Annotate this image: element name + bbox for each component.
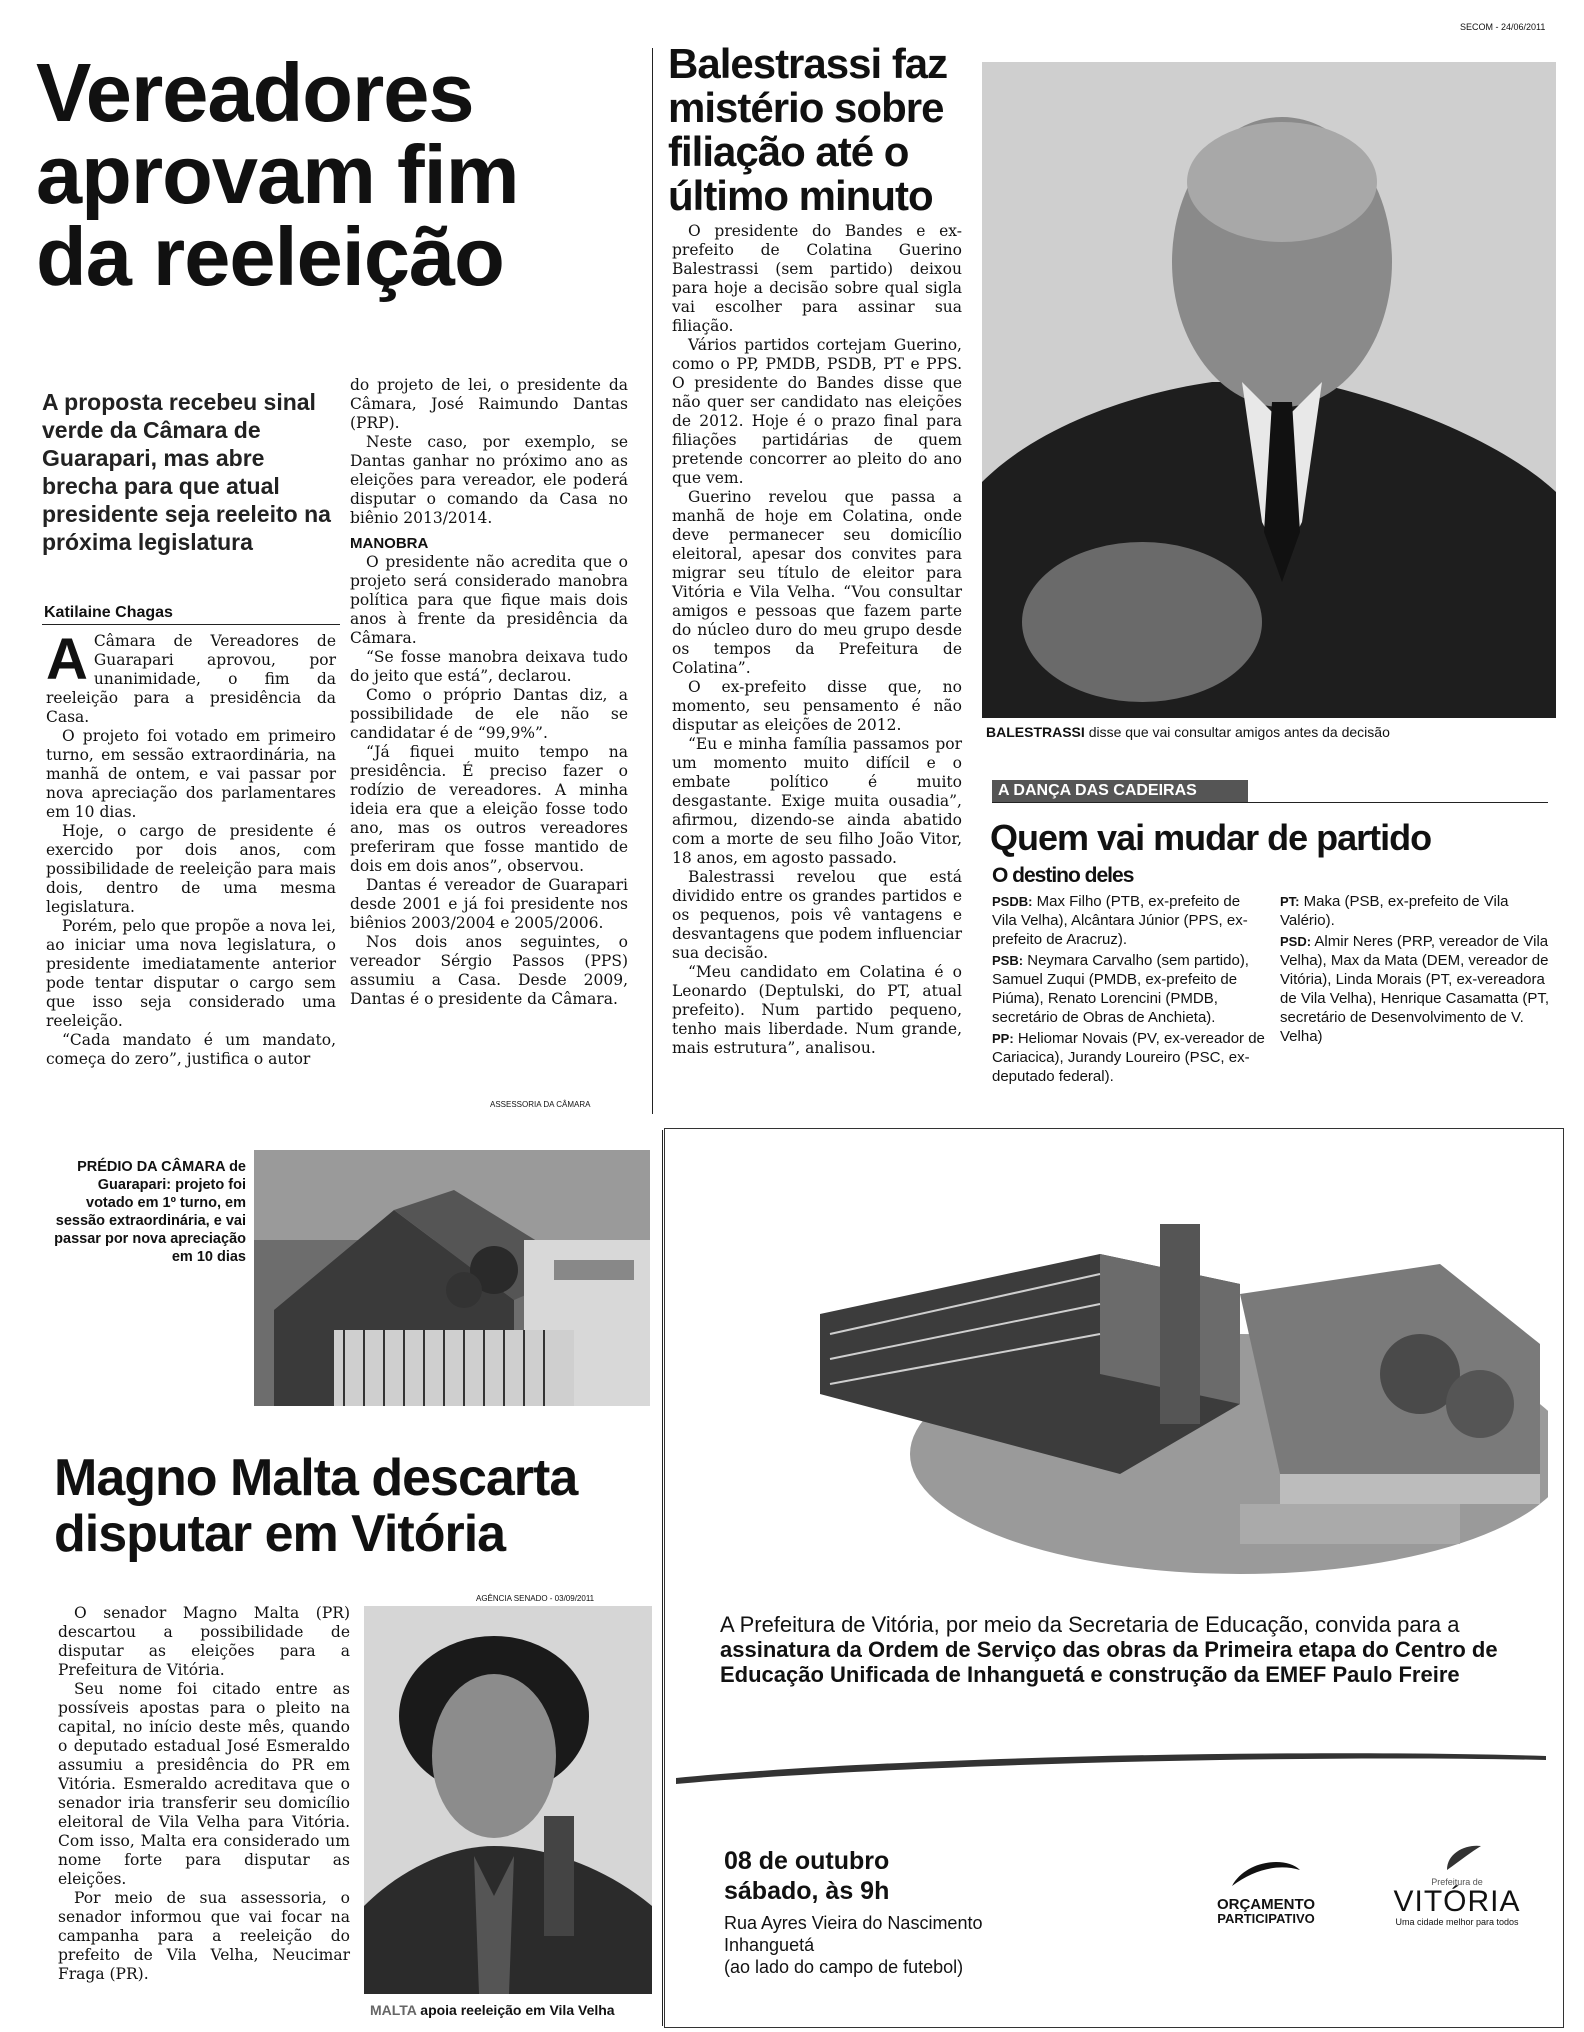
list-item: PSD: Almir Neres (PRP, vereador de Vila Velha), Max da Mata (DEM, vereador de Vitória), Linda Morais (PT, ex-vereadora de Vila Velha), Henrique Casamatta (PT, secretário de Desenvolvimento de V. Velha) (1280, 933, 1550, 1045)
event-time: sábado, às 9h (724, 1877, 890, 1905)
address-line: Inhanguetá (724, 1935, 815, 1955)
photo-caption: PRÉDIO DA CÂMARA de Guarapari: projeto foi votado em 1º turno, em sessão extraordinária, e vai passar por nova apreciação em 10 dias (54, 1159, 246, 1265)
ad-swoosh (676, 1748, 1546, 1784)
box-headline: Quem vai mudar de partido (990, 817, 1432, 858)
box-subhead: O destino deles (992, 864, 1134, 887)
story1-para: Dantas é vereador de Guarapari desde 2001 e já foi presidente nos biênios 2003/2004 e 2005/2006. (350, 876, 628, 932)
story2-photo-caption (986, 724, 1546, 740)
story2-para: Vários partidos cortejam Guerino, como o PP, PMDB, PSDB, PT e PPS. O presidente do Bandes disse que não quer ser candidato nas eleições de 2012. Hoje é o prazo final para filiações partidárias de quem pretende concorrer ao pleito do ano que vem. (672, 336, 962, 487)
box-kicker: A DANÇA DAS CADEIRAS (992, 780, 1248, 802)
story1-deck: A proposta recebeu sinal verde da Câmara de Guarapari, mas abre brecha para que atual presidente seja reeleito na próxima legislatura (42, 389, 331, 555)
ad-intro: A Prefeitura de Vitória, por meio da Secretaria de Educação, convida para a (720, 1612, 1460, 1637)
photo-credit: ASSESSORIA DA CÂMARA (490, 1100, 591, 1109)
story1-para: O projeto foi votado em primeiro turno, em sessão extraordinária, na manhã de ontem, e vai passar por nova apreciação dos parlamentares em 10 dias. (46, 727, 336, 821)
story1-para: Neste caso, por exemplo, se Dantas ganhar no próximo ano as eleições para vereador, ele poderá disputar o comando da Casa no biênio 2013/2014. (350, 433, 628, 527)
list-item: PT: Maka (PSB, ex-prefeito de Vila Valério). (1280, 893, 1509, 929)
story1-byline: Katilaine Chagas (44, 604, 173, 621)
caption-name: MALTA (370, 2002, 417, 2018)
event-date: 08 de outubro (724, 1847, 890, 1875)
story3-para: O senador Magno Malta (PR) descartou a possibilidade de disputar as eleições para a Prefeitura de Vitória. (58, 1604, 350, 1679)
orcamento-icon (1226, 1856, 1306, 1892)
photo-credit: AGÊNCIA SENADO - 03/09/2011 (476, 1594, 595, 1603)
address-line: (ao lado do campo de futebol) (724, 1957, 964, 1977)
story2-headline: Balestrassi faz mistério sobre filiação até o último minuto (668, 40, 948, 219)
caption-text: apoia reeleição em Vila Velha (420, 2002, 615, 2018)
story1-para: “Se fosse manobra deixava tudo do jeito que está”, declarou. (350, 648, 628, 685)
date-stamp: SECOM - 24/06/2011 (1460, 22, 1546, 32)
story1-headline: Vereadores aprovam fim da reeleição (36, 46, 519, 303)
vitoria-leaf-icon (1427, 1842, 1487, 1872)
story2-para: “Eu e minha família passamos por um momento muito difícil e o embate político é muito desgastante. Exige muita ousadia”, afirmou, dizendo-se ainda abatido com a morte de seu filho João Vitor, 18 anos, em agosto passado. (672, 735, 962, 867)
list-item: PSB: Neymara Carvalho (sem partido), Samuel Zuqui (PMDB, ex-prefeito de Piúma), Renato Lorencini (PMDB, secretário de Obras de Anchieta). (992, 952, 1249, 1026)
story1-para: Porém, pelo que propõe a nova lei, ao iniciar uma nova legislatura, o presidente imediatamente anterior pode tentar disputar o cargo sem que isso seja considerado uma reeleição. (46, 917, 336, 1030)
story1-para: Como o próprio Dantas diz, a possibilidade de ele não se candidatar é de “99,9%”. (350, 686, 628, 742)
address-line: Rua Ayres Vieira do Nascimento (724, 1913, 983, 1933)
dropcap: A (46, 627, 88, 692)
story3-column (58, 1604, 350, 1984)
list-item: PP: Heliomar Novais (PV, ex-vereador de Cariacica), Jurandy Loureiro (PSC, ex-deputado federal). (992, 1030, 1265, 1085)
ad-text (720, 1612, 1540, 1687)
ad-bold: assinatura da Ordem de Serviço das obras da Primeira etapa do Centro de Educação Unificada de Inhanguetá e construção da EMEF Paulo Freire (720, 1637, 1498, 1687)
box-list-right (1280, 892, 1550, 1048)
balestrassi-photo (982, 62, 1556, 718)
vitoria-logo: Prefeitura de VITÓRIA Uma cidade melhor para todos (1372, 1842, 1542, 1927)
story2-para: Guerino revelou que passa a manhã de hoje em Colatina, onde deve permanecer seu domicílio eleitoral, apesar dos convites para migrar seu título de eleitor para Vitória e Vila Velha. “Vou consultar amigos e pessoas que fazem parte do núcleo duro do meu grupo desde os tempos da Prefeitura de Colatina”. (672, 488, 962, 677)
story2-column (672, 222, 962, 1058)
story1-para: O presidente não acredita que o projeto será considerado manobra política para que fique mais dois anos à frente da presidência da Câmara. (350, 553, 628, 647)
magno-malta-photo (364, 1606, 652, 1994)
caption-name: BALESTRASSI (986, 724, 1085, 740)
story1-para: do projeto de lei, o presidente da Câmara, José Raimundo Dantas (PRP). (350, 376, 628, 432)
story2-para: O ex-prefeito disse que, no momento, seu pensamento é não disputar as eleições de 2012. (672, 678, 962, 734)
story3-photo-caption (370, 2002, 656, 2018)
story1-subhead: MANOBRA (350, 535, 429, 552)
story1-para: “Já fiquei muito tempo na presidência. É preciso fazer o rodízio de vereadores. A minha ideia era que a eleição fosse todo ano, mas os outros vereadores preferiram que fosse mantido de dois em dois anos”, observou. (350, 743, 628, 875)
box-list-left (992, 892, 1268, 1088)
ad-address (724, 1912, 982, 1978)
story3-para: Por meio de sua assessoria, o senador informou que vai focar na campanha para a reeleição do prefeito de Vila Velha, Neucimar Fraga (PR). (58, 1889, 350, 1983)
story1-para: “Cada mandato é um mandato, começa do zero”, justifica o autor (46, 1031, 336, 1068)
story1-lead: Câmara de Vereadores de Guarapari aprovou, por unanimidade, o fim da reeleição para a presidência da Casa. (46, 632, 336, 726)
story1-column-1 (46, 627, 336, 1069)
orcamento-logo: ORÇAMENTO PARTICIPATIVO (1186, 1856, 1346, 1926)
story2-para: O presidente do Bandes e ex-prefeito de Colatina Guerino Balestrassi (sem partido) deixou para hoje a decisão sobre qual sigla vai escolher para assinar sua filiação. (672, 222, 962, 335)
school-rendering (680, 1144, 1548, 1584)
camara-building-photo (254, 1150, 650, 1406)
story1-column-2 (350, 376, 628, 1009)
ad-date (724, 1846, 889, 1906)
story2-para: “Meu candidato em Colatina é o Leonardo (Deptulski, do PT, atual prefeito). Num partido pequeno, tenho mais liberdade. Num grande, mais estrutura”, analisou. (672, 963, 962, 1057)
story2-para: Balestrassi revelou que está dividido entre os grandes partidos e os pequenos, pois vê vantagens e desvantagens que podem influenciar sua decisão. (672, 868, 962, 962)
story3-para: Seu nome foi citado entre as possíveis apostas para o pleito na capital, no início deste mês, quando o deputado estadual José Esmeraldo assumiu a presidência do PR em Vitória. Esmeraldo acreditava que o senador iria transferir seu domicílio eleitoral de Vila Velha para Vitória. Com isso, Malta era considerado um nome forte para disputar as eleições. (58, 1680, 350, 1888)
story3-headline: Magno Malta descarta disputar em Vitória (54, 1449, 578, 1563)
story1-para: Hoje, o cargo de presidente é exercido por dois anos, com possibilidade de reeleição para mais dois, dentro de uma mesma legislatura. (46, 822, 336, 916)
story1-para: Nos dois anos seguintes, o vereador Sérgio Passos (PPS) assumiu a Casa. Desde 2009, Dantas é o presidente da Câmara. (350, 933, 628, 1008)
caption-text: disse que vai consultar amigos antes da decisão (1088, 724, 1390, 740)
list-item: PSDB: Max Filho (PTB, ex-prefeito de Vila Velha), Alcântara Júnior (PPS, ex-prefeito de Aracruz). (992, 893, 1248, 948)
